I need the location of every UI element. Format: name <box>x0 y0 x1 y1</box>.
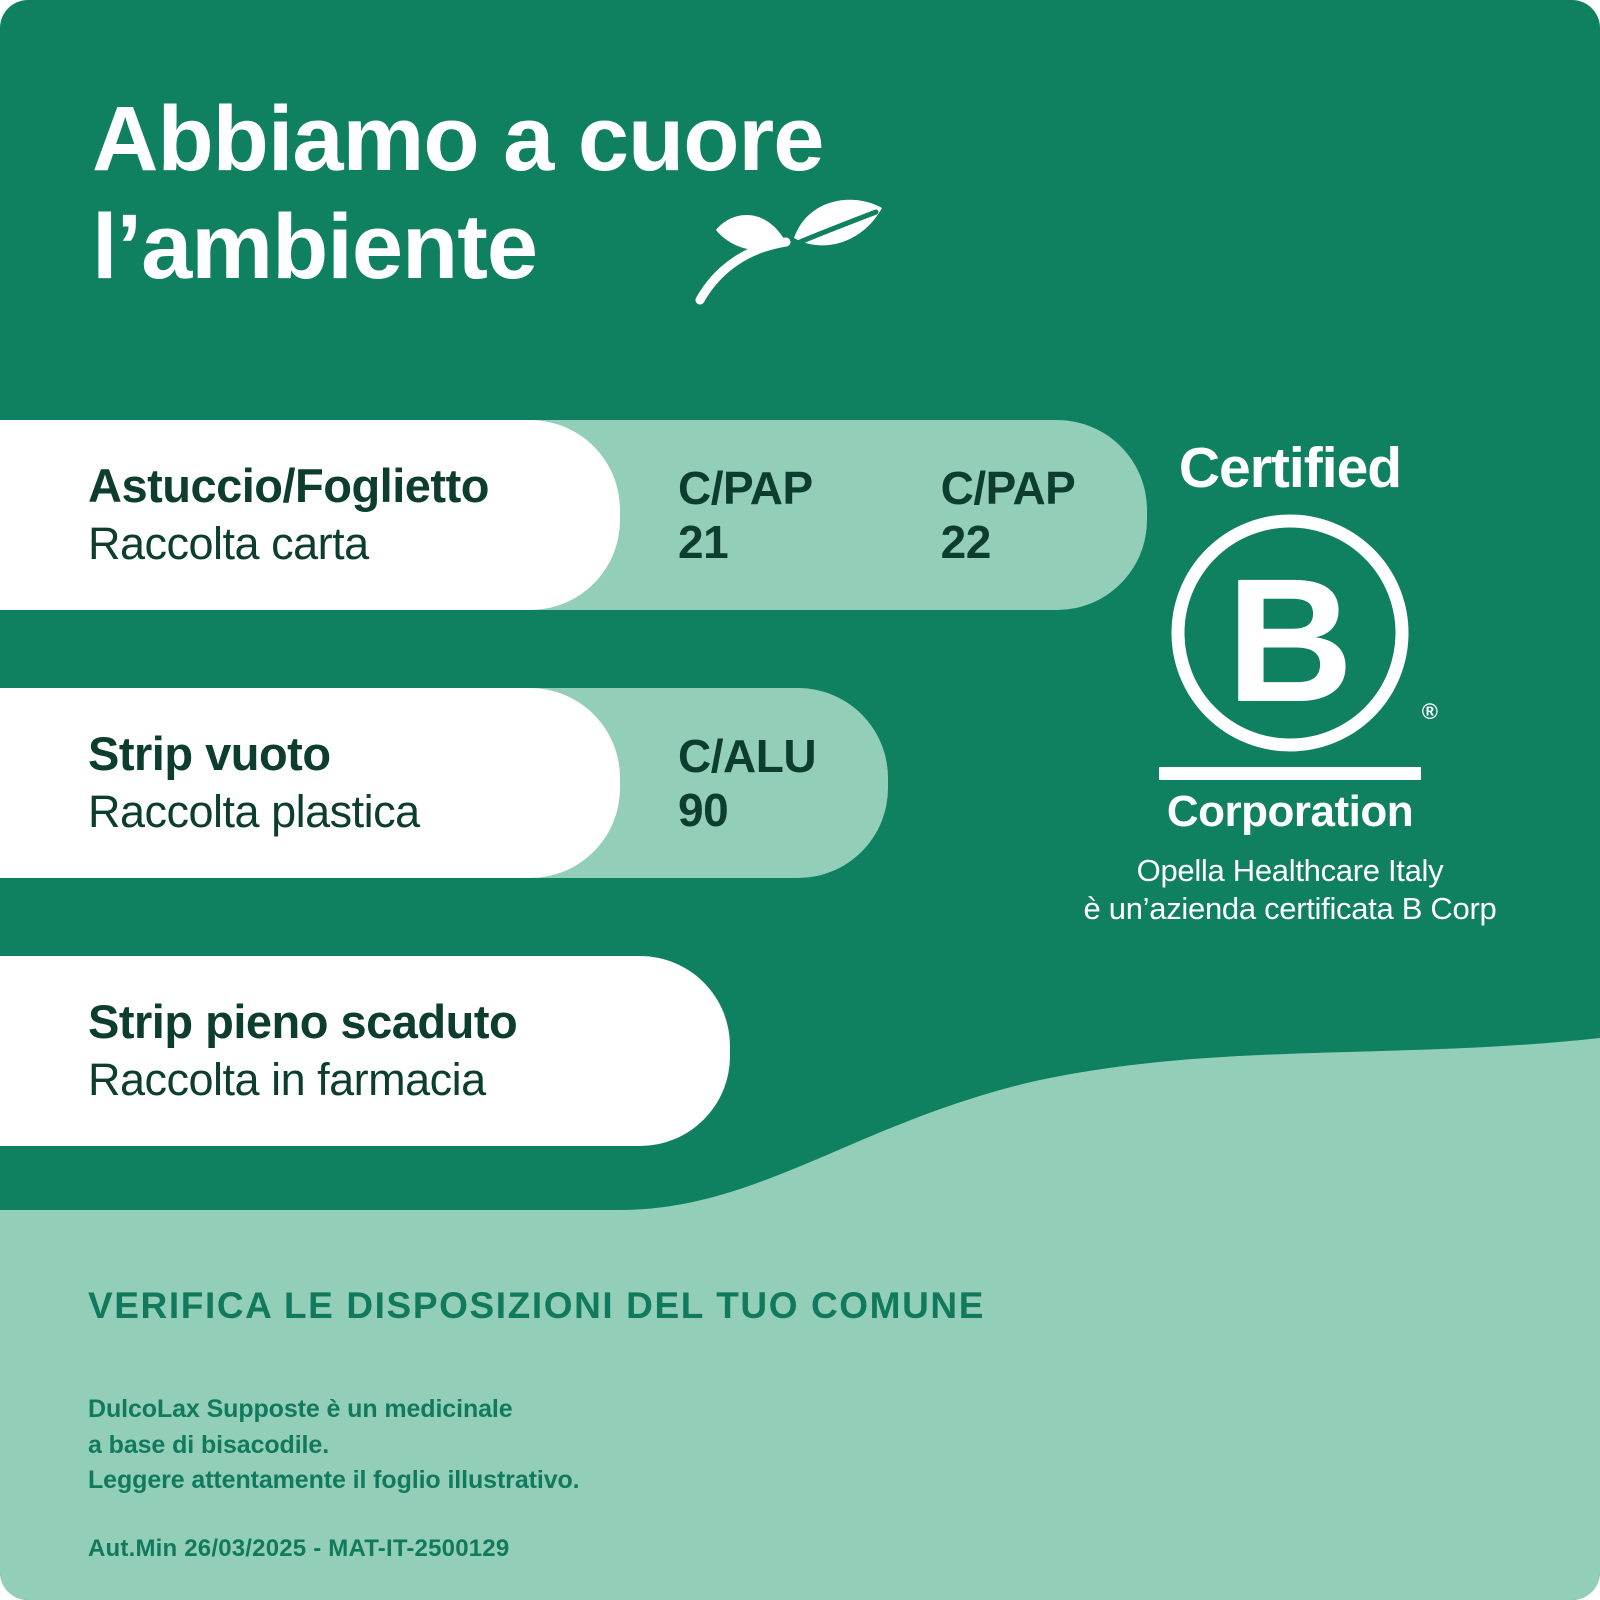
disclaimer-line-3: Leggere attentamente il foglio illustrativo. <box>88 1466 580 1494</box>
disposal-row-label <box>0 420 620 610</box>
disposal-row-label <box>0 688 620 878</box>
bcorp-corporation-label: Corporation <box>1166 787 1414 836</box>
material-code-number: 21 <box>678 516 729 568</box>
headline-line-1: Abbiamo a cuore <box>92 88 824 190</box>
disposal-row-label <box>0 956 730 1146</box>
material-code-label: C/PAP <box>678 461 813 514</box>
row-title: Strip pieno scaduto <box>88 995 518 1049</box>
row-title: Astuccio/Foglietto <box>88 459 489 513</box>
product-disclaimer <box>88 1392 580 1499</box>
material-code-number: 90 <box>678 784 729 836</box>
disclaimer-line-2: a base di bisacodile. <box>88 1430 330 1459</box>
registered-trademark-icon: ® <box>1421 699 1438 724</box>
headline-line-2: l’ambiente <box>92 195 538 298</box>
bcorp-note-line-1: Opella Healthcare Italy <box>1136 853 1444 888</box>
disposal-row <box>0 956 730 1146</box>
row-subtitle: Raccolta carta <box>88 517 369 569</box>
bcorp-divider <box>1159 767 1421 780</box>
bcorp-note-line-2: è un’azienda certificata B Corp <box>1083 890 1497 926</box>
verify-notice: VERIFICA LE DISPOSIZIONI DEL TUO COMUNE <box>88 1285 986 1326</box>
svg-text:B: B <box>1226 543 1354 739</box>
authorization-code: Aut.Min 26/03/2025 - MAT-IT-2500129 <box>88 1535 510 1562</box>
bcorp-certified-label: Certified <box>1178 436 1402 500</box>
material-code-label: C/ALU <box>678 729 817 782</box>
material-code-label: C/PAP <box>940 461 1076 514</box>
row-subtitle: Raccolta in farmacia <box>88 1053 486 1105</box>
page-title <box>92 86 1242 301</box>
leaf-icon <box>690 196 890 306</box>
disclaimer-line-1: DulcoLax Supposte è un medicinale <box>88 1395 513 1423</box>
bcorp-b-mark-icon <box>1160 511 1438 763</box>
row-title: Strip vuoto <box>88 727 331 781</box>
disposal-row <box>0 688 888 878</box>
material-code-number: 22 <box>940 516 991 568</box>
row-subtitle: Raccolta plastica <box>88 785 420 837</box>
disposal-row <box>0 420 1147 610</box>
